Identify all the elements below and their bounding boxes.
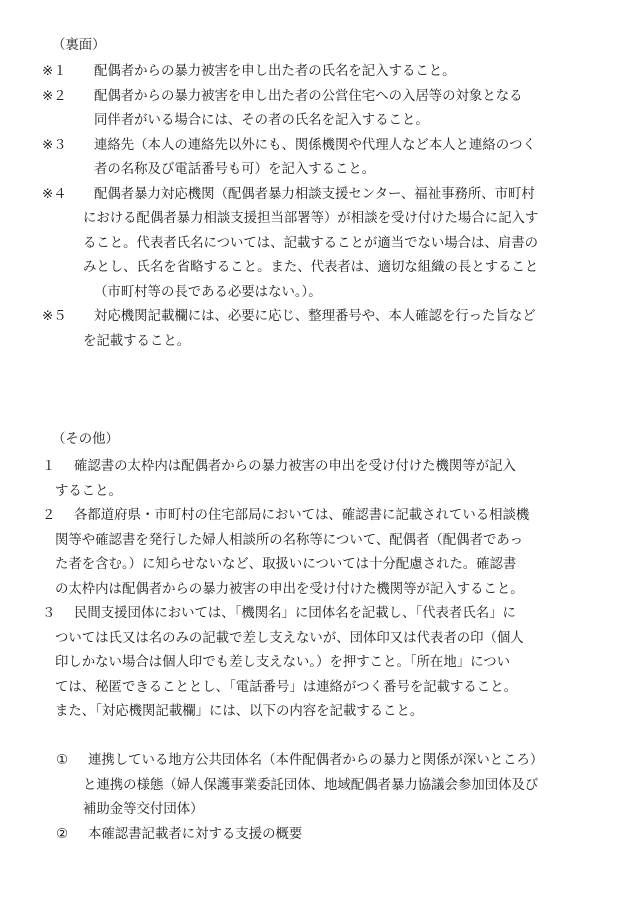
note-text: 配偶者からの暴力被害を申し出た者の公営住宅への入居等の対象となる — [94, 88, 523, 104]
other-marker: １ — [42, 459, 56, 474]
other-text: の太枠内は配偶者からの暴力被害の申出を受け付けた機関等が記入すること。 — [55, 581, 524, 597]
note-item — [42, 134, 602, 183]
note-text: みとし、氏名を省略すること。また、代表者は、適切な組織の長とすること — [83, 260, 539, 275]
notes-section — [42, 60, 602, 354]
sub-item — [56, 823, 616, 848]
other-text: 関等や確認書を発行した婦人相談所の名称等について、配偶者（配偶者であっ — [55, 532, 523, 548]
note-item — [42, 183, 602, 306]
other-section — [42, 455, 602, 725]
back-side-heading: （裏面） — [52, 38, 106, 53]
note-item — [42, 85, 602, 134]
note-marker: ※２ — [42, 88, 67, 104]
note-marker: ※４ — [42, 186, 67, 202]
note-text: 配偶者からの暴力被害を申し出た者の氏名を記入すること。 — [94, 64, 456, 79]
sub-item-text: と連携の様態（婦人保護事業委託団体、地域配偶者暴力協議会参加団体及び — [83, 777, 539, 793]
note-text: 同伴者がいる場合には、その者の氏名を記入すること。 — [94, 113, 429, 128]
note-item — [42, 60, 602, 85]
note-text: （市町村等の長である必要はない。）。 — [94, 284, 322, 300]
sub-item — [56, 749, 616, 823]
note-text: 者の名称及び電話番号も可）を記入すること。 — [94, 162, 376, 177]
sub-item-section — [56, 749, 616, 847]
other-item — [42, 455, 602, 504]
note-marker: ※１ — [42, 64, 67, 79]
other-marker: ３ — [42, 606, 56, 621]
other-text: また、「対応機関記載欄」には、以下の内容を記載すること。 — [55, 704, 424, 719]
note-marker: ※５ — [42, 309, 67, 324]
sub-item-text: 本確認書記載者に対する支援の概要 — [88, 826, 303, 842]
other-text: ては、秘匿できることとし、「電話番号」は連絡がつく番号を記載すること。 — [55, 679, 517, 695]
other-text: すること。 — [55, 483, 122, 499]
other-text: 民間支援団体においては、「機関名」に団体名を記載し、「代表者氏名」に — [74, 606, 516, 621]
note-text: 配偶者暴力対応機関（配偶者暴力相談支援センター、福祉事務所、市町村 — [94, 186, 535, 202]
note-item — [42, 305, 602, 354]
note-text: における配偶者暴力相談支援担当部署等）が相談を受け付けた場合に記入す — [83, 211, 539, 226]
other-text: 各都道府県・市町村の住宅部局においては、確認書に記載されている相談機 — [74, 508, 530, 523]
other-text: ついては氏又は名のみの記載で差し支えないが、団体印又は代表者の印（個人 — [55, 630, 524, 646]
note-marker: ※３ — [42, 137, 67, 153]
sub-item-marker: ② — [56, 826, 69, 842]
other-item — [42, 504, 602, 602]
other-heading: （その他） — [52, 432, 119, 447]
sub-item-marker: ① — [56, 753, 69, 768]
sub-item-text: 連携している地方公共団体名（本件配偶者からの暴力と関係が深いところ） — [88, 753, 544, 768]
other-text: 確認書の太枠内は配偶者からの暴力被害の申出を受け付けた機関等が記入 — [74, 459, 516, 474]
note-text: ること。代表者氏名については、記載することが適当でない場合は、肩書の — [83, 235, 539, 251]
other-item — [42, 602, 602, 725]
note-text: を記載すること。 — [83, 333, 191, 349]
sub-item-text: 補助金等交付団体） — [83, 802, 204, 817]
other-text: 印しかない場合は個人印でも差し支えない。）を押すこと。「所在地」につい — [55, 655, 511, 670]
note-text: 連絡先（本人の連絡先以外にも、関係機関や代理人など本人と連絡のつく — [94, 137, 536, 153]
other-marker: ２ — [42, 508, 56, 523]
other-text: た者を含む。）に知らせないなど、取扱いについては十分配慮された。確認書 — [55, 557, 517, 572]
note-text: 対応機関記載欄には、必要に応じ、整理番号や、本人確認を行った旨など — [94, 309, 536, 324]
